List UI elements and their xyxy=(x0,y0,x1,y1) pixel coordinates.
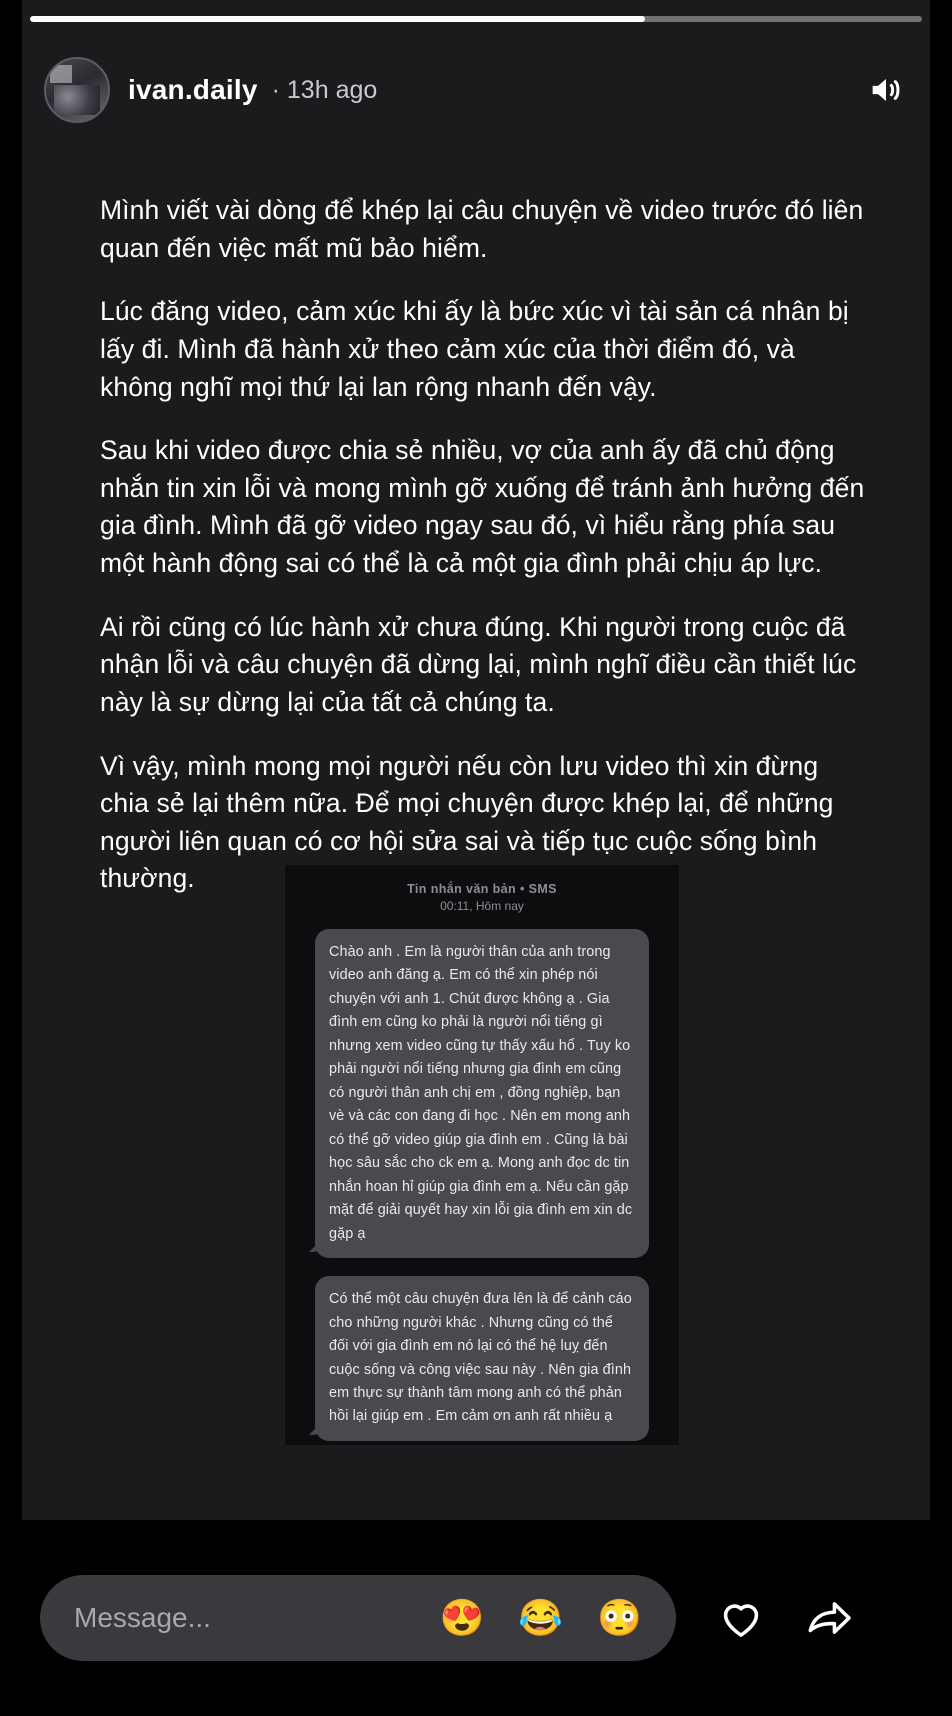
avatar[interactable] xyxy=(44,57,110,123)
quick-reaction-row xyxy=(439,1597,642,1638)
story-paragraph: Sau khi video được chia sẻ nhiều, vợ của anh ấy đã chủ động nhắn tin xin lỗi và mong mình gỡ xuống để tránh ảnh hưởng đến gia đình. Mình đã gỡ video ngay sau đó, vì hiểu rằng phía sau một hành động sai có thể là cả một gia đình phải chịu áp lực. xyxy=(100,435,865,578)
story-footer xyxy=(22,1520,930,1716)
speaker-on-icon[interactable] xyxy=(864,70,908,110)
letterbox-left xyxy=(0,0,22,1716)
timestamp-separator: · xyxy=(271,75,280,104)
sms-type-label: Tin nhắn văn bản • SMS xyxy=(407,882,557,896)
username-label[interactable]: ivan.daily xyxy=(128,74,258,105)
timestamp-label xyxy=(272,76,378,105)
sms-bubble: Chào anh . Em là người thân của anh trong video anh đăng ạ. Em có thể xin phép nói chuyện với anh 1. Chút được không ạ . Gia đình em cũng ko phải là người nổi tiếng gì nhưng xem video cũng tự thấy xấu hổ . Tuy ko phải người nổi tiếng nhưng gia đình em cũng có người thân anh chị em , đồng nghiệp, bạn vè và các con đang đi học . Nên em mong anh có thể gỡ video giúp gia đình em . Cũng là bài học sâu sắc cho ck em ạ. Mong anh đọc dc tin nhắn hoan hỉ giúp gia đình em ạ. Nếu cần gặp mặt để giải quyết hay xin lỗi gia đình em xin dc gặp ạ xyxy=(315,929,649,1258)
sms-time-label: 00:11, Hôm nay xyxy=(440,899,524,913)
progress-fill xyxy=(30,16,645,22)
story-paragraph: Mình viết vài dòng để khép lại câu chuyện về video trước đó liên quan đến việc mất mũ bảo hiểm. xyxy=(100,195,864,263)
story-header xyxy=(22,52,930,128)
letterbox-right xyxy=(930,0,952,1716)
footer-actions xyxy=(716,1593,854,1643)
story-text-block xyxy=(100,192,874,898)
message-input[interactable]: Message... xyxy=(74,1602,211,1633)
story-paragraph: Lúc đăng video, cảm xúc khi ấy là bức xúc vì tài sản cá nhân bị lấy đi. Mình đã hành xử theo cảm xúc của thời điểm đó, và không nghĩ mọi thứ lại lan rộng nhanh đến vậy. xyxy=(100,296,849,402)
share-arrow-icon[interactable] xyxy=(804,1593,854,1643)
story-progress-bar[interactable] xyxy=(30,16,922,22)
sms-bubble-list xyxy=(285,913,679,1441)
progress-segment[interactable] xyxy=(30,16,922,22)
embedded-sms-screenshot xyxy=(285,865,679,1445)
message-input-box[interactable] xyxy=(40,1575,676,1661)
emoji-heart-eyes[interactable]: 😍 xyxy=(439,1597,485,1638)
emoji-flushed[interactable]: 😳 xyxy=(597,1597,642,1638)
emoji-joy[interactable]: 😂 xyxy=(518,1597,564,1638)
timestamp-value: 13h ago xyxy=(286,75,378,104)
heart-icon[interactable] xyxy=(716,1593,766,1643)
story-paragraph: Vì vậy, mình mong mọi người nếu còn lưu video thì xin đừng chia sẻ lại thêm nữa. Để mọi chuyện được khép lại, để những người liên quan có cơ hội sửa sai và tiếp tục cuộc sống bình thường. xyxy=(100,750,834,894)
sms-header xyxy=(285,865,679,913)
sms-bubble: Có thể một câu chuyện đưa lên là để cảnh cáo cho những người khác . Nhưng cũng có thể đối với gia đình em nó lại có thể hệ luỵ đến cuộc sống và công việc sau này . Nên gia đình em thực sự thành tâm mong anh có thể phản hồi lại giúp em . Em cảm ơn anh rất nhiều ạ xyxy=(315,1276,649,1441)
story-paragraph: Ai rồi cũng có lúc hành xử chưa đúng. Khi người trong cuộc đã nhận lỗi và câu chuyện đã dừng lại, mình nghĩ điều cần thiết lúc này là sự dừng lại của tất cả chúng ta. xyxy=(100,611,857,717)
